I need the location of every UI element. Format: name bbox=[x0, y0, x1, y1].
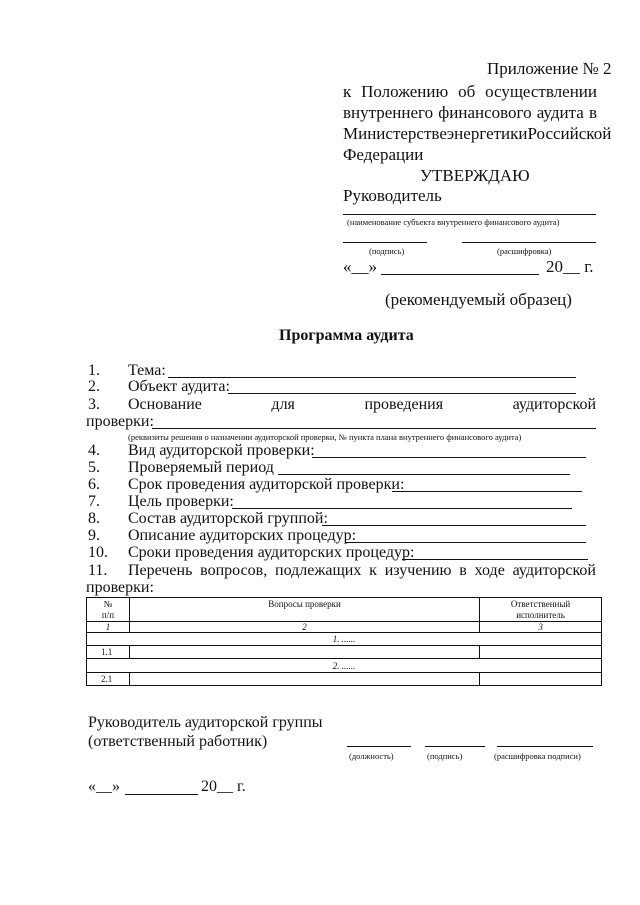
item-label-justified bbox=[128, 396, 596, 414]
appendix-number: Приложение № 2 bbox=[487, 59, 612, 78]
item-number: 6. bbox=[88, 476, 100, 493]
item-fill-line bbox=[346, 542, 586, 543]
item-number: 11. bbox=[88, 562, 108, 579]
item-number: 10. bbox=[88, 544, 108, 561]
item-number: 3. bbox=[88, 396, 100, 413]
item-number: 9. bbox=[88, 527, 100, 544]
header-word: к bbox=[343, 82, 352, 101]
item-word: для bbox=[271, 396, 295, 413]
item-word: подлежащих bbox=[275, 562, 362, 579]
table-header-row bbox=[87, 598, 602, 622]
header-cell-number bbox=[87, 598, 130, 622]
item-word: ходе bbox=[474, 562, 505, 579]
item-label: Цель проверки: bbox=[128, 493, 234, 510]
item-fill-line bbox=[152, 428, 596, 429]
footer-date-line bbox=[125, 794, 198, 795]
item-fill-line bbox=[402, 559, 588, 560]
audit-questions-table bbox=[86, 597, 602, 686]
decoding-line bbox=[462, 242, 596, 243]
header-word: финансового bbox=[438, 103, 532, 122]
approval-date-line bbox=[381, 274, 539, 275]
signature-line bbox=[425, 746, 485, 747]
executor-cell[interactable] bbox=[480, 673, 602, 686]
header-word: энергетики bbox=[446, 124, 528, 143]
item-word: изучению bbox=[384, 562, 452, 579]
signature-caption: (подпись) bbox=[369, 246, 405, 256]
header-word: в bbox=[588, 103, 597, 122]
document-title: Программа аудита bbox=[279, 327, 414, 344]
item-label: Тема: bbox=[128, 362, 166, 379]
header-line-4: Федерации bbox=[343, 145, 424, 164]
table-row bbox=[87, 673, 602, 686]
row-number-cell: 2.1 bbox=[87, 673, 130, 686]
approve-label: УТВЕРЖДАЮ bbox=[420, 166, 530, 185]
footer-date-year: 20__ г. bbox=[201, 778, 246, 795]
header-word: об bbox=[458, 82, 476, 101]
item-number: 2. bbox=[88, 378, 100, 395]
item-number: 1. bbox=[88, 362, 100, 379]
header-word: Министерстве bbox=[343, 124, 447, 143]
column-number-cell: 3 bbox=[480, 622, 602, 633]
item-label-justified bbox=[128, 562, 596, 580]
item-fill-line bbox=[392, 491, 582, 492]
item-word: аудиторской bbox=[512, 396, 596, 413]
decoding-line bbox=[497, 746, 593, 747]
item-word: Перечень bbox=[128, 562, 193, 579]
section-cell: 1. ...... bbox=[87, 633, 602, 646]
section-cell: 2. ...... bbox=[87, 659, 602, 673]
item-continuation: проверки: bbox=[86, 579, 154, 596]
item-number: 7. bbox=[88, 493, 100, 510]
item-fill-line bbox=[278, 474, 570, 475]
item-word: в bbox=[459, 562, 467, 579]
table-row bbox=[87, 646, 602, 659]
sample-note: (рекомендуемый образец) bbox=[385, 290, 572, 309]
decoding-caption: (расшифровка подписи) bbox=[494, 751, 581, 761]
header-word: Положению bbox=[361, 82, 449, 101]
header-text: Ответственный исполнитель bbox=[510, 598, 571, 620]
header-line-3 bbox=[343, 124, 612, 144]
item-label: Проверяемый период bbox=[128, 459, 274, 476]
item-continuation: проверки: bbox=[86, 413, 154, 430]
decoding-caption: (расшифровка) bbox=[497, 246, 552, 256]
item-number: 8. bbox=[88, 510, 100, 527]
header-word: внутреннего bbox=[343, 103, 434, 122]
question-cell[interactable] bbox=[129, 646, 479, 659]
header-word: аудита bbox=[536, 103, 584, 122]
item-fill-line bbox=[322, 525, 586, 526]
basis-caption: (реквизиты решения о назначении аудиторской проверки, № пункта плана внутреннего финансового аудита) bbox=[128, 432, 522, 442]
item-number: 4. bbox=[88, 442, 100, 459]
approval-date-year: 20__ г. bbox=[546, 257, 594, 276]
header-line-1 bbox=[343, 82, 597, 102]
header-line-2 bbox=[343, 103, 597, 123]
group-head-sublabel: (ответственный работник) bbox=[88, 733, 268, 750]
item-label: Вид аудиторской проверки: bbox=[128, 442, 315, 459]
subject-caption: (наименование субъекта внутреннего финансового аудита) bbox=[347, 217, 560, 227]
signature-caption: (подпись) bbox=[427, 751, 463, 761]
item-word: вопросов, bbox=[200, 562, 268, 579]
footer-date-quote: «__» bbox=[88, 778, 120, 795]
header-word: осуществлении bbox=[485, 82, 597, 101]
item-word: к bbox=[369, 562, 377, 579]
row-number-cell: 1.1 bbox=[87, 646, 130, 659]
header-cell-questions: Вопросы проверки bbox=[129, 598, 479, 622]
item-fill-line bbox=[232, 508, 572, 509]
approval-date-quote: «__» bbox=[343, 257, 377, 276]
item-label: Сроки проведения аудиторских процедур: bbox=[128, 544, 415, 561]
column-number-cell: 2 bbox=[129, 622, 479, 633]
group-head-label: Руководитель аудиторской группы bbox=[88, 714, 323, 731]
item-fill-line bbox=[312, 457, 586, 458]
item-word: Основание bbox=[128, 396, 202, 413]
header-text: № п/п bbox=[101, 598, 115, 620]
signature-line bbox=[343, 242, 427, 243]
question-cell[interactable] bbox=[129, 673, 479, 686]
item-label: Описание аудиторских процедур: bbox=[128, 527, 357, 544]
section-row bbox=[87, 633, 602, 646]
item-label: Объект аудита: bbox=[128, 378, 230, 395]
executor-cell[interactable] bbox=[480, 646, 602, 659]
item-word: аудиторской bbox=[512, 562, 596, 579]
header-cell-executor bbox=[480, 598, 602, 622]
header-word: Российской bbox=[527, 124, 612, 143]
position-caption: (должность) bbox=[349, 751, 394, 761]
position-line bbox=[347, 746, 411, 747]
item-label: Срок проведения аудиторской проверки: bbox=[128, 476, 405, 493]
section-row bbox=[87, 659, 602, 673]
item-word: проведения bbox=[364, 396, 444, 413]
head-label: Руководитель bbox=[343, 186, 442, 205]
subject-line bbox=[343, 214, 596, 215]
item-label: Состав аудиторской группой: bbox=[128, 510, 328, 527]
item-fill-line bbox=[228, 393, 576, 394]
column-number-cell: 1 bbox=[87, 622, 130, 633]
column-number-row bbox=[87, 622, 602, 633]
item-number: 5. bbox=[88, 459, 100, 476]
